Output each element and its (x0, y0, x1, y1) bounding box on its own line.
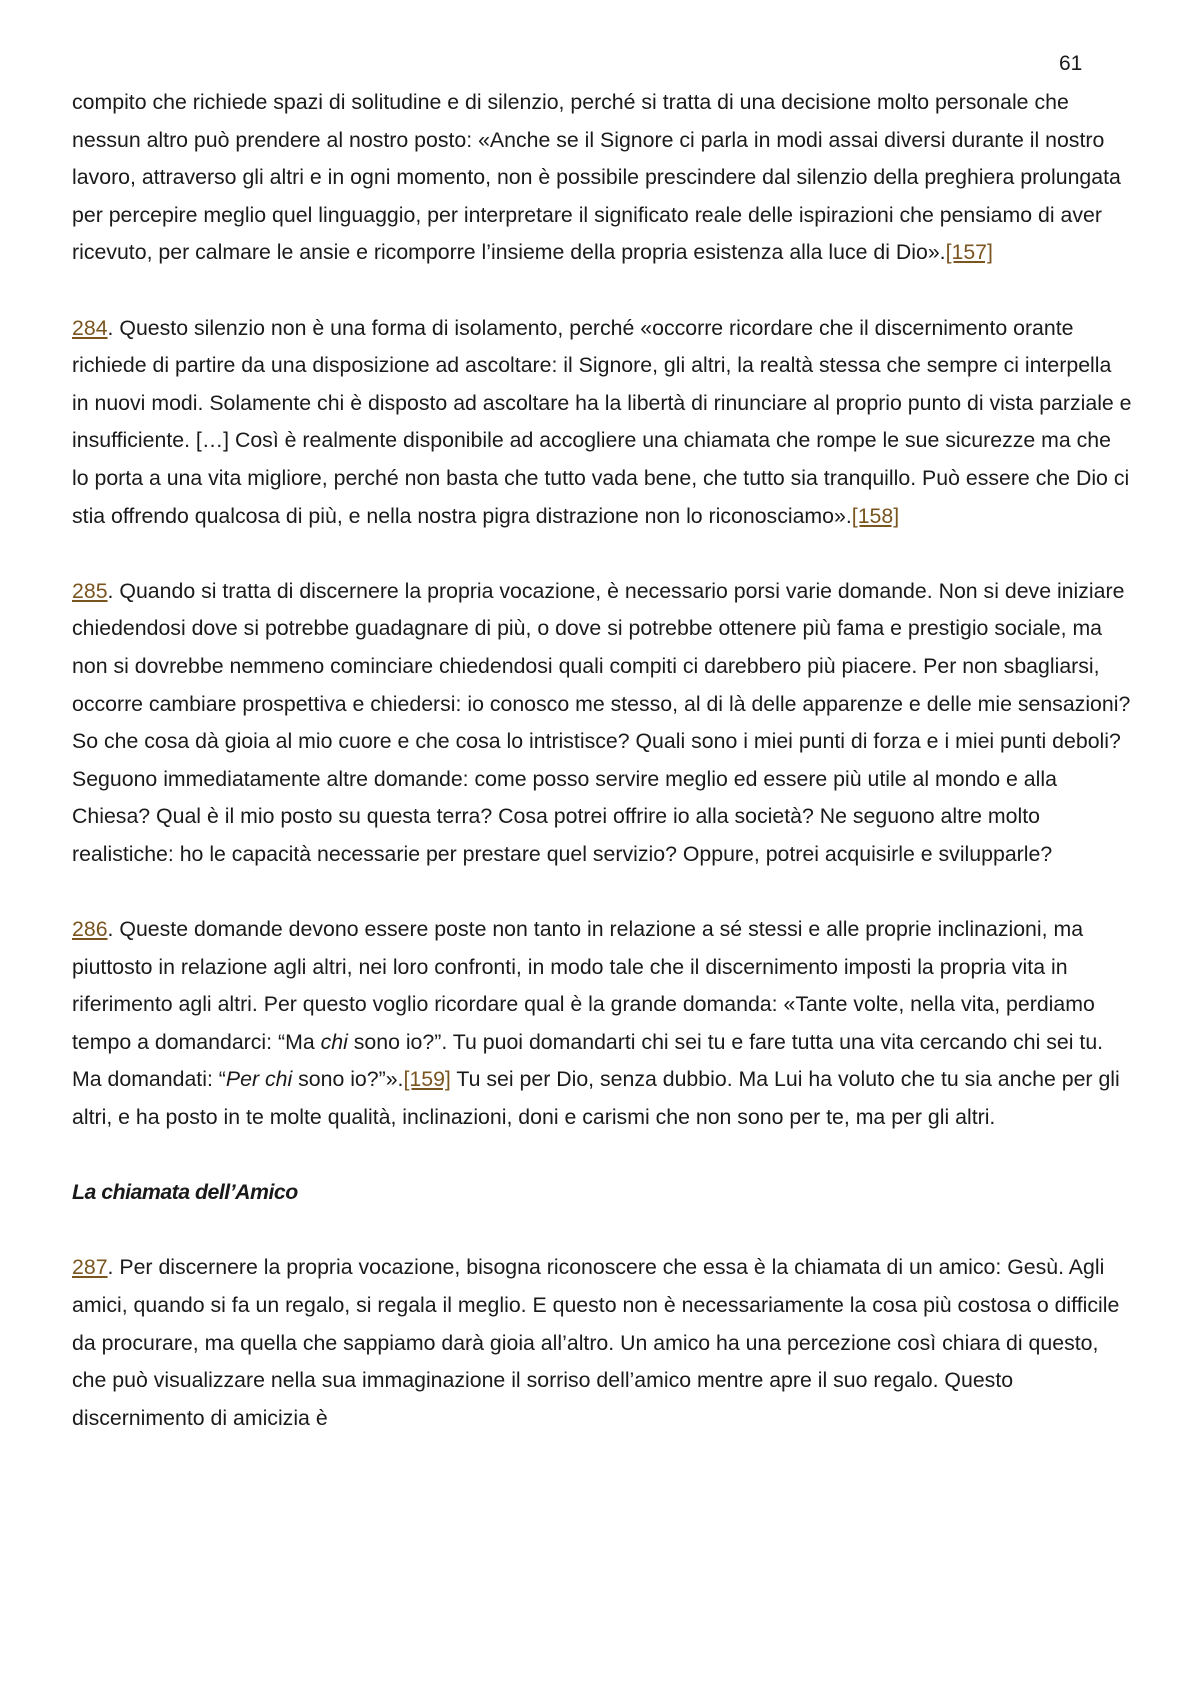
paragraph-286 (72, 911, 1132, 1137)
paragraph-number-link-284[interactable]: 284 (72, 315, 108, 340)
page-number: 61 (1059, 52, 1083, 75)
footnote-link-159[interactable]: [159] (403, 1067, 451, 1092)
paragraph-number-link-287[interactable]: 287 (72, 1255, 108, 1280)
document-body (72, 84, 1132, 1475)
paragraph-text: Tu sei per Dio, senza dubbio. Ma Lui ha voluto che tu sia anche per gli altri, e ha posto in te molte qualità, inclinazioni, doni e carismi che non sono per te, ma per gli altri. (72, 1067, 1120, 1130)
emphasis-per-chi: Per chi (225, 1067, 293, 1092)
emphasis-chi: chi (320, 1029, 348, 1054)
paragraph-text: . Queste domande devono essere poste non tanto in relazione a sé stessi e alle proprie inclinazioni, ma piuttosto in relazione agli altri, nei loro confronti, in modo tale che il discernimento imposti la propria vita in riferimento agli altri. Per questo voglio ricordare qual è la grande domanda: «Tante volte, nella vita, perdiamo tempo a domandarci: “Ma (72, 917, 1095, 1054)
footnote-link-158[interactable]: [158] (851, 503, 900, 528)
paragraph-284 (72, 310, 1132, 536)
section-heading: La chiamata dell’Amico (72, 1180, 298, 1205)
paragraph-number-link-286[interactable]: 286 (72, 917, 108, 942)
footnote-link-157[interactable]: [157] (945, 240, 993, 265)
paragraph-text: sono io?”». (292, 1067, 404, 1092)
paragraph-number-link-285[interactable]: 285 (72, 578, 108, 603)
paragraph-text: . Per discernere la propria vocazione, bisogna riconoscere che essa è la chiamata di un amico: Gesù. Agli amici, quando si fa un regalo, si regala il meglio. E questo non è necessariamente la cosa più costosa o difficile da procurare, ma quella che sappiamo darà gioia all’altro. Un amico ha una percezione così chiara di questo, che può visualizzare nella sua immaginazione il sorriso dell’amico mentre apre il suo regalo. Questo discernimento di amicizia è (72, 1255, 1120, 1430)
paragraph-text: compito che richiede spazi di solitudine e di silenzio, perché si tratta di una decisione molto personale che nessun altro può prendere al nostro posto: «Anche se il Signore ci parla in modi assai diversi durante il nostro lavoro, attraverso gli altri e in ogni momento, non è possibile prescindere dal silenzio della preghiera prolungata per percepire meglio quel linguaggio, per interpretare il significato reale delle ispirazioni che pensiamo di aver ricevuto, per calmare le ansie e ricomporre l’insieme della propria esistenza alla luce di Dio». (72, 90, 1121, 265)
paragraph-287 (72, 1249, 1132, 1437)
paragraph-text: . Questo silenzio non è una forma di isolamento, perché «occorre ricordare che il discernimento orante richiede di partire da una disposizione ad ascoltare: il Signore, gli altri, la realtà stessa che sempre ci interpella in nuovi modi. Solamente chi è disposto ad ascoltare ha la libertà di rinunciare al proprio punto di vista parziale e insufficiente. […] Così è realmente disponibile ad accogliere una chiamata che rompe le sue sicurezze ma che lo porta a una vita migliore, perché non basta che tutto vada bene, che tutto sia tranquillo. Può essere che Dio ci stia offrendo qualcosa di più, e nella nostra pigra distrazione non lo riconosciamo». (72, 315, 1132, 528)
paragraph-283 (72, 84, 1132, 272)
paragraph-text: sono io?”. Tu puoi domandarti chi sei tu e fare tutta una vita cercando chi sei tu. Ma domandati: “ (72, 1029, 1104, 1092)
paragraph-text: . Quando si tratta di discernere la propria vocazione, è necessario porsi varie domande. Non si deve iniziare chiedendosi dove si potrebbe guadagnare di più, o dove si potrebbe ottenere più fama e prestigio sociale, ma non si dovrebbe nemmeno cominciare chiedendosi quali compiti ci darebbero più piacere. Per non sbagliarsi, occorre cambiare prospettiva e chiedersi: io conosco me stesso, al di là delle apparenze e delle mie sensazioni? So che cosa dà gioia al mio cuore e che cosa lo intristisce? Quali sono i miei punti di forza e i miei punti deboli? Seguono immediatamente altre domande: come posso servire meglio ed essere più utile al mondo e alla Chiesa? Qual è il mio posto su questa terra? Cosa potrei offrire io alla società? Ne seguono altre molto realistiche: ho le capacità necessarie per prestare quel servizio? Oppure, potrei acquisirle e svilupparle? (72, 578, 1131, 866)
paragraph-285 (72, 573, 1132, 874)
